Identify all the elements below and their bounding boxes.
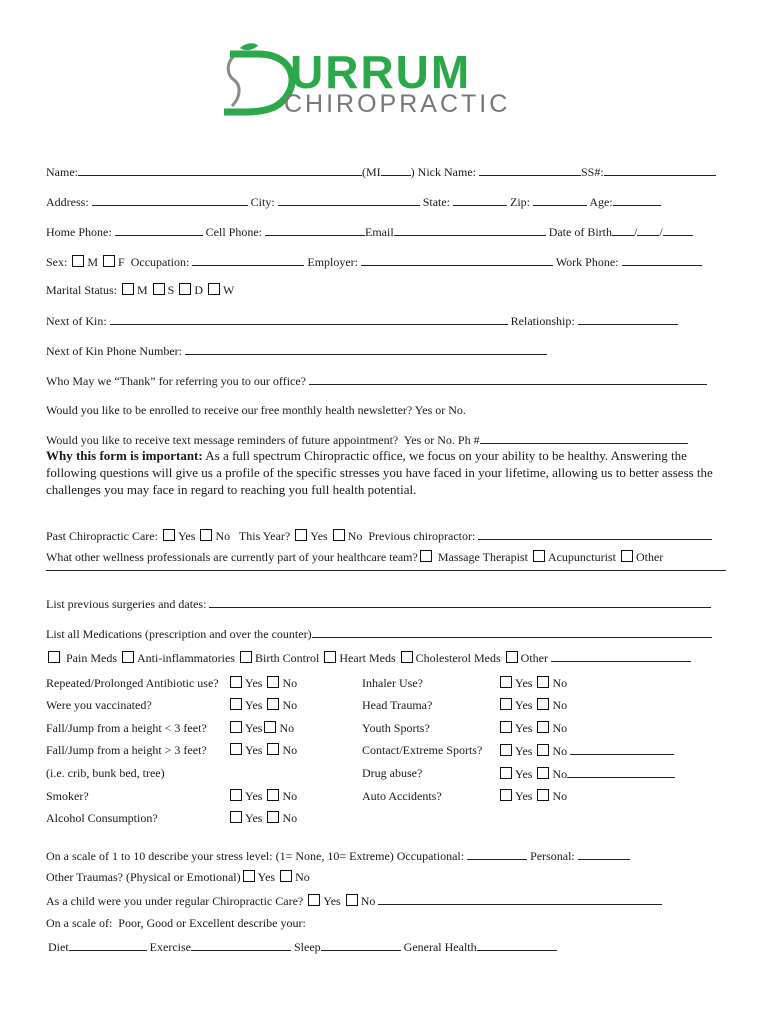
- this-year-label: This Year?: [238, 529, 291, 543]
- personal-stress-label: Personal:: [530, 849, 575, 863]
- q-head-trauma: [362, 698, 432, 713]
- zip-label: Zip:: [510, 195, 531, 209]
- chol-meds-label: Cholesterol Meds: [415, 651, 501, 665]
- marital-w-label: W: [223, 283, 235, 297]
- name-label: Name:: [46, 165, 78, 179]
- ss-label: SS#:: [580, 165, 604, 179]
- question-label: Alcohol Consumption?: [46, 811, 158, 825]
- q-smoker-answers: [228, 789, 297, 804]
- pain-meds-label: Pain Meds: [66, 651, 117, 665]
- no-checkbox[interactable]: [267, 698, 279, 710]
- this-year-yes-label: Yes: [310, 529, 328, 543]
- kin-label: Next of Kin:: [46, 314, 107, 328]
- q-contact-sports: [362, 743, 482, 758]
- yes-label: Yes: [245, 743, 263, 757]
- occupational-stress-field[interactable]: [467, 848, 527, 860]
- work-phone-field[interactable]: [622, 254, 702, 266]
- traumas-label: Other Traumas? (Physical or Emotional): [46, 870, 241, 884]
- employer-field[interactable]: [361, 254, 553, 266]
- marital-m-checkbox[interactable]: [122, 283, 134, 295]
- email-label: Email: [365, 225, 394, 239]
- no-label: No: [279, 721, 295, 735]
- yes-label: Yes: [515, 767, 533, 781]
- no-checkbox[interactable]: [264, 721, 276, 733]
- no-checkbox[interactable]: [537, 744, 549, 756]
- dob-day[interactable]: [637, 224, 659, 236]
- marital-d-label: D: [194, 283, 204, 297]
- acu-label: Acupuncturist: [547, 550, 616, 564]
- no-label: No: [282, 789, 298, 803]
- drug-abuse-field[interactable]: [567, 766, 675, 778]
- sleep-field[interactable]: [321, 939, 401, 951]
- city-label: City:: [250, 195, 275, 209]
- general-health-label: General Health: [403, 940, 477, 954]
- work-phone-label: Work Phone:: [555, 255, 619, 269]
- no-checkbox[interactable]: [267, 676, 279, 688]
- marital-s-label: S: [167, 283, 175, 297]
- cell-phone-field[interactable]: [265, 224, 365, 236]
- age-field[interactable]: [613, 194, 661, 206]
- wellness-other-checkbox[interactable]: [621, 550, 633, 562]
- general-health-field[interactable]: [477, 939, 557, 951]
- question-label: Drug abuse?: [362, 766, 423, 780]
- wellness-write-line[interactable]: [46, 570, 726, 571]
- acu-checkbox[interactable]: [533, 550, 545, 562]
- traumas-no-label: No: [295, 870, 310, 884]
- home-phone-label: Home Phone:: [46, 225, 112, 239]
- q-fall-high-answers: [228, 743, 297, 758]
- yes-label: Yes: [245, 676, 263, 690]
- q-auto-accidents: [362, 789, 442, 804]
- relationship-field[interactable]: [578, 313, 678, 325]
- question-label: Repeated/Prolonged Antibiotic use?: [46, 676, 219, 690]
- text-reminder-question: Would you like to receive text message reminders of future appointment? Yes or No. Ph #: [46, 433, 480, 447]
- home-phone-field[interactable]: [115, 224, 203, 236]
- child-care-label: As a child were you under regular Chiropractic Care?: [46, 894, 304, 908]
- yes-label: Yes: [515, 698, 533, 712]
- marital-label: Marital Status:: [46, 283, 117, 297]
- logo-brand: URRUM: [290, 46, 472, 98]
- q-alcohol-answers: [228, 811, 297, 826]
- yes-checkbox[interactable]: [500, 789, 512, 801]
- question-label: Contact/Extreme Sports?: [362, 743, 483, 757]
- no-checkbox[interactable]: [267, 789, 279, 801]
- child-no-label: No: [360, 894, 376, 908]
- exercise-field[interactable]: [191, 939, 291, 951]
- no-label: No: [282, 743, 298, 757]
- yes-checkbox[interactable]: [500, 676, 512, 688]
- age-label: Age:: [589, 195, 613, 209]
- child-yes-label: Yes: [323, 894, 341, 908]
- past-care-label: Past Chiropractic Care:: [46, 529, 158, 543]
- past-yes-label: Yes: [177, 529, 196, 543]
- yes-checkbox[interactable]: [230, 698, 242, 710]
- no-checkbox[interactable]: [537, 676, 549, 688]
- stress-label: On a scale of 1 to 10 describe your stress level: (1= None, 10= Extreme) Occupational:: [46, 849, 465, 863]
- no-label: No: [282, 676, 298, 690]
- no-checkbox[interactable]: [537, 698, 549, 710]
- medications-label: List all Medications (prescription and over the counter): [46, 627, 312, 641]
- question-label: Inhaler Use?: [362, 676, 423, 690]
- kin-phone-field[interactable]: [185, 343, 547, 355]
- q-vaccinated: [46, 698, 152, 713]
- diet-field[interactable]: [69, 939, 147, 951]
- yes-checkbox[interactable]: [500, 721, 512, 733]
- kin-row: [46, 299, 678, 328]
- sex-f-checkbox[interactable]: [103, 255, 115, 267]
- relationship-label: Relationship:: [510, 314, 575, 328]
- no-label: No: [552, 698, 568, 712]
- child-care-field[interactable]: [378, 893, 662, 905]
- traumas-yes-label: Yes: [257, 870, 276, 884]
- yes-checkbox[interactable]: [500, 744, 512, 756]
- dob-label: Date of Birth: [548, 225, 613, 239]
- sleep-label: Sleep: [293, 940, 321, 954]
- text-phone-field[interactable]: [480, 432, 688, 444]
- occupation-label: Occupation:: [130, 255, 190, 269]
- yes-checkbox[interactable]: [230, 676, 242, 688]
- city-field[interactable]: [278, 194, 420, 206]
- past-no-label: No: [215, 529, 231, 543]
- q-auto-accidents-answers: [498, 789, 567, 804]
- child-yes-checkbox[interactable]: [308, 894, 320, 906]
- zip-field[interactable]: [533, 194, 587, 206]
- massage-checkbox[interactable]: [420, 550, 432, 562]
- wellness-other-label: Other: [635, 550, 664, 564]
- question-label: Head Trauma?: [362, 698, 433, 712]
- why-paragraph: [46, 447, 728, 498]
- q-youth-sports: [362, 721, 430, 736]
- question-label: Fall/Jump from a height > 3 feet?: [46, 743, 207, 757]
- heart-meds-checkbox[interactable]: [324, 651, 336, 663]
- q-vaccinated-answers: [228, 698, 297, 713]
- name-row: [46, 150, 716, 179]
- question-label: Youth Sports?: [362, 721, 430, 735]
- marital-m-label: M: [137, 283, 148, 297]
- email-field[interactable]: [394, 224, 546, 236]
- marital-d-checkbox[interactable]: [179, 283, 191, 295]
- name-field[interactable]: [78, 164, 362, 176]
- anti-label: Anti-inflammatories: [137, 651, 235, 665]
- massage-label: Massage Therapist: [437, 550, 528, 564]
- no-checkbox[interactable]: [267, 743, 279, 755]
- mi-field[interactable]: [381, 164, 411, 176]
- marital-w-checkbox[interactable]: [208, 283, 220, 295]
- referral-label: Who May we “Thank” for referring you to our office?: [46, 374, 307, 388]
- anti-checkbox[interactable]: [122, 651, 134, 663]
- sex-label: Sex:: [46, 255, 68, 269]
- q-antibiotic-answers: [228, 676, 297, 691]
- dob-slash-1: /: [634, 225, 638, 239]
- q-contact-sports-answers: [498, 743, 674, 759]
- employer-label: Employer:: [307, 255, 359, 269]
- pain-meds-checkbox[interactable]: [48, 651, 60, 663]
- birth-control-checkbox[interactable]: [240, 651, 252, 663]
- no-label: No: [282, 811, 298, 825]
- yes-checkbox[interactable]: [500, 767, 512, 779]
- yes-checkbox[interactable]: [230, 789, 242, 801]
- exercise-label: Exercise: [149, 940, 191, 954]
- phone-row: [46, 210, 693, 239]
- q-fall-low: [46, 721, 207, 736]
- mi-label: (MI: [362, 165, 381, 179]
- med-other-field[interactable]: [551, 650, 691, 662]
- health-row: [48, 925, 557, 954]
- sex-f-label: F: [118, 255, 125, 269]
- occupation-field[interactable]: [192, 254, 304, 266]
- q-fall-high: [46, 743, 207, 758]
- q-smoker: [46, 789, 89, 804]
- address-row: [46, 180, 661, 209]
- contact-sports-field[interactable]: [570, 743, 674, 755]
- yes-checkbox[interactable]: [230, 743, 242, 755]
- q-drug-abuse: [362, 766, 422, 781]
- question-label: (i.e. crib, bunk bed, tree): [46, 766, 165, 780]
- dob-month[interactable]: [612, 224, 634, 236]
- no-label: No: [552, 721, 568, 735]
- prev-chiro-label: Previous chiropractor:: [368, 529, 476, 543]
- state-label: State:: [422, 195, 451, 209]
- durrum-logo: [218, 40, 558, 120]
- yes-label: Yes: [245, 811, 263, 825]
- q-drug-abuse-answers: [498, 766, 675, 782]
- q-head-trauma-answers: [498, 698, 567, 713]
- yes-checkbox[interactable]: [230, 811, 242, 823]
- yes-label: Yes: [515, 744, 533, 758]
- med-options-row: [46, 636, 691, 665]
- state-field[interactable]: [453, 194, 507, 206]
- kin-phone-label: Next of Kin Phone Number:: [46, 344, 182, 358]
- dob-slash-2: /: [659, 225, 663, 239]
- address-label: Address:: [46, 195, 89, 209]
- sex-row: [46, 240, 702, 269]
- no-checkbox[interactable]: [537, 721, 549, 733]
- personal-stress-field[interactable]: [578, 848, 630, 860]
- scale-label: On a scale of: Poor, Good or Excellent describe your:: [46, 916, 306, 930]
- no-label: No: [552, 767, 568, 781]
- heart-meds-label: Heart Meds: [339, 651, 396, 665]
- q-youth-sports-answers: [498, 721, 567, 736]
- kin-phone-row: [46, 329, 547, 358]
- wellness-row: [46, 536, 663, 564]
- newsletter-row: [46, 389, 466, 417]
- marital-row: [46, 269, 234, 297]
- yes-label: Yes: [515, 721, 533, 735]
- address-field[interactable]: [92, 194, 248, 206]
- question-label: Auto Accidents?: [362, 789, 442, 803]
- this-year-no-label: No: [347, 529, 363, 543]
- question-label: Smoker?: [46, 789, 89, 803]
- q-inhaler-answers: [498, 676, 567, 691]
- no-label: No: [552, 789, 568, 803]
- referral-row: [46, 359, 707, 388]
- q-fall-examples: [46, 766, 165, 781]
- kin-field[interactable]: [110, 313, 508, 325]
- newsletter-question: Would you like to be enrolled to receive our free monthly health newsletter? Yes or No.: [46, 403, 466, 417]
- yes-label: Yes: [515, 789, 533, 803]
- nick-field[interactable]: [479, 164, 581, 176]
- wellness-label: What other wellness professionals are currently part of your healthcare team?: [46, 550, 418, 564]
- q-antibiotic: [46, 676, 219, 691]
- birth-control-label: Birth Control: [254, 651, 320, 665]
- diet-label: Diet: [48, 940, 69, 954]
- text-reminder-row: [46, 418, 688, 447]
- chol-meds-checkbox[interactable]: [401, 651, 413, 663]
- no-label: No: [552, 676, 568, 690]
- yes-label: Yes: [515, 676, 533, 690]
- q-alcohol: [46, 811, 158, 826]
- yes-label: Yes: [245, 698, 263, 712]
- cell-phone-label: Cell Phone:: [205, 225, 263, 239]
- ss-field[interactable]: [604, 164, 716, 176]
- no-checkbox[interactable]: [537, 767, 549, 779]
- marital-s-checkbox[interactable]: [153, 283, 165, 295]
- why-title: Why this form is important:: [46, 448, 203, 463]
- dob-year[interactable]: [663, 224, 693, 236]
- child-no-checkbox[interactable]: [346, 894, 358, 906]
- surgeries-label: List previous surgeries and dates:: [46, 597, 207, 611]
- surgeries-field[interactable]: [209, 596, 711, 608]
- q-fall-low-answers: [228, 721, 294, 736]
- yes-checkbox[interactable]: [230, 721, 242, 733]
- yes-label: Yes: [245, 789, 263, 803]
- med-other-checkbox[interactable]: [506, 651, 518, 663]
- question-label: Were you vaccinated?: [46, 698, 152, 712]
- yes-checkbox[interactable]: [500, 698, 512, 710]
- no-checkbox[interactable]: [267, 811, 279, 823]
- nick-label: ) Nick Name:: [410, 165, 476, 179]
- no-label: No: [282, 698, 298, 712]
- why-body: As a full spectrum Chiropractic office, we focus on your ability to be healthy. Answering the following questions will give us a profile of the specific stresses you have faced in your lifetime, allowing us to better assess the challenges you may face in regard to reaching you full health potential.: [46, 448, 713, 497]
- sex-m-label: M: [87, 255, 99, 269]
- med-other-label: Other: [520, 651, 548, 665]
- referral-field[interactable]: [309, 373, 707, 385]
- surgeries-row: [46, 582, 711, 611]
- no-label: No: [552, 744, 568, 758]
- logo-sub: CHIROPRACTIC: [284, 90, 511, 118]
- question-label: Fall/Jump from a height < 3 feet?: [46, 721, 207, 735]
- sex-m-checkbox[interactable]: [72, 255, 84, 267]
- yes-label: Yes: [245, 721, 263, 735]
- no-checkbox[interactable]: [537, 789, 549, 801]
- q-inhaler: [362, 676, 423, 691]
